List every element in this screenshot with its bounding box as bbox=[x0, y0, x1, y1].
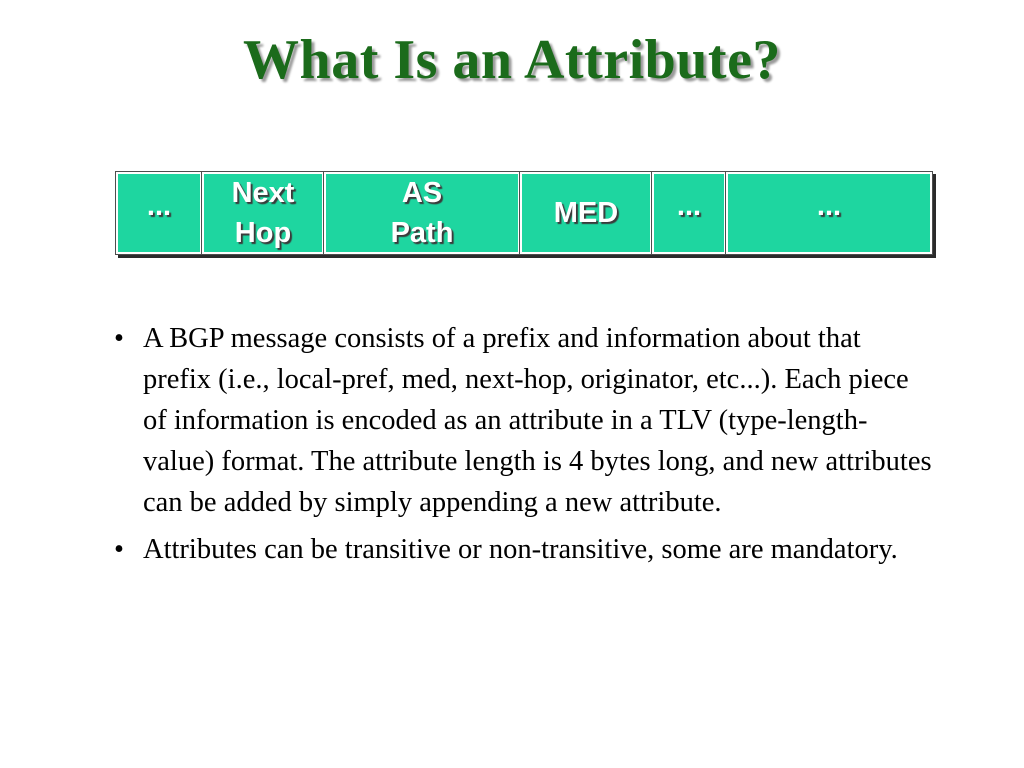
slide-title: What Is an Attribute? bbox=[243, 29, 781, 91]
attribute-cell-label: MED bbox=[553, 197, 619, 229]
attribute-cell-label: Next Hop bbox=[231, 177, 295, 249]
bullet-item bbox=[112, 318, 932, 523]
attribute-cell-ellipsis-middle bbox=[652, 172, 726, 254]
attribute-cell-ellipsis-left bbox=[116, 172, 202, 254]
attribute-cell-label: ... bbox=[676, 190, 702, 222]
attribute-cell-med bbox=[520, 172, 652, 254]
attribute-cell-next-hop bbox=[202, 172, 324, 254]
attribute-cell-ellipsis-right bbox=[726, 172, 932, 254]
bullet-symbol: • bbox=[114, 323, 124, 354]
attribute-cell-as-path bbox=[324, 172, 520, 254]
bullet-list bbox=[112, 318, 932, 576]
attribute-cell-label: AS Path bbox=[390, 177, 454, 249]
bullet-item bbox=[112, 529, 932, 570]
bullet-symbol: • bbox=[114, 534, 124, 565]
bullet-text: A BGP message consists of a prefix and information about that prefix (i.e., local-pref, med, next-hop, originator, etc...). Each piece of information is encoded as an attribute in a TLV (type-length-value) format. The attribute length is 4 bytes long, and new attributes can be added by simply appending a new attribute. bbox=[143, 323, 932, 518]
attribute-cell-label: ... bbox=[816, 190, 842, 222]
attribute-cell-label: ... bbox=[146, 190, 172, 222]
bullet-text: Attributes can be transitive or non-transitive, some are mandatory. bbox=[143, 534, 898, 565]
